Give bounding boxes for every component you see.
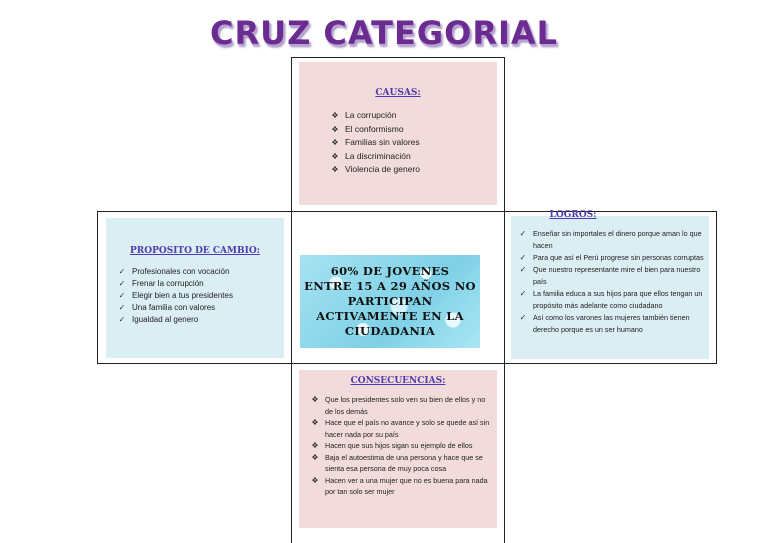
central-line: ENTRE 15 A 29 AÑOS NO	[304, 279, 476, 293]
list-item	[517, 252, 705, 264]
causas-item-text: El conformismo	[345, 123, 404, 134]
proposito-item-text: Frenar la corrupción	[132, 279, 204, 288]
logros-item-text: Enseñar sin importales el dinero porque aman lo que hacen	[533, 229, 702, 250]
consecuencias-item-text: Baja el autoestima de una persona y hace que se sienta esa persona de muy poca cosa	[325, 452, 483, 473]
proposito-item-text: Elegir bien a tus presidentes	[132, 291, 233, 300]
consecuencias-title: CONSECUENCIAS:	[350, 376, 446, 386]
causas-item-text: La corrupción	[345, 110, 397, 120]
page-title: CRUZ CATEGORIAL	[209, 14, 559, 52]
check-bullet-icon: ✓	[118, 315, 126, 324]
consecuencias-item-text: Hacen ver a una mujer que no es buena para nada por tan solo ser mujer	[325, 475, 488, 496]
list-item	[116, 266, 284, 278]
list-item	[116, 302, 284, 314]
logros-item-text: Así como los varones las mujeres también tienen derecho porque es un ser humano	[533, 313, 690, 334]
consecuencias-panel	[299, 370, 497, 528]
check-bullet-icon: ✓	[118, 303, 126, 312]
list-item	[309, 475, 491, 498]
diamond-bullet-icon: ❖	[311, 395, 319, 404]
diamond-bullet-icon: ❖	[311, 452, 319, 462]
list-item	[309, 452, 491, 475]
list-item	[329, 123, 497, 137]
diamond-bullet-icon: ❖	[331, 124, 339, 134]
check-bullet-icon: ✓	[118, 267, 126, 276]
consecuencias-item-text: Hace que el país no avance y solo se quede así sin hacer nada por su país	[325, 418, 490, 439]
consecuencias-item-text: Que los presidentes solo ven su bien de ellos y no de los demás	[325, 395, 486, 416]
proposito-list	[116, 266, 284, 326]
check-bullet-icon: ✓	[118, 279, 126, 288]
causas-panel	[299, 62, 497, 205]
list-item	[309, 394, 491, 417]
consecuencias-list	[309, 394, 491, 498]
list-item	[329, 150, 497, 164]
check-bullet-icon: ✓	[519, 313, 527, 322]
check-bullet-icon: ✓	[118, 291, 126, 300]
list-item	[329, 163, 497, 177]
central-line: PARTICIPAN	[347, 294, 433, 308]
list-item	[329, 136, 497, 150]
list-item	[517, 288, 705, 312]
central-problem-text	[304, 264, 476, 339]
central-line: ACTIVAMENTE EN LA	[316, 309, 464, 323]
logros-panel	[511, 210, 709, 359]
diamond-bullet-icon: ❖	[311, 418, 319, 427]
diamond-bullet-icon: ❖	[311, 441, 319, 450]
diamond-bullet-icon: ❖	[331, 165, 339, 174]
proposito-item-text: Igualdad al genero	[132, 315, 199, 324]
check-bullet-icon: ✓	[519, 289, 527, 298]
proposito-panel	[106, 218, 284, 358]
logros-item-text: Que nuestro representante mire el bien para nuestro país	[533, 265, 701, 286]
diamond-bullet-icon: ❖	[331, 111, 339, 120]
diamond-bullet-icon: ❖	[311, 475, 319, 485]
central-line: CIUDADANIA	[344, 324, 436, 338]
causas-title: CAUSAS:	[375, 88, 421, 98]
list-item	[309, 417, 491, 440]
list-item	[309, 440, 491, 452]
causas-list	[329, 109, 497, 177]
proposito-title: PROPOSITO DE CAMBIO:	[130, 246, 260, 256]
list-item	[116, 278, 284, 290]
diamond-bullet-icon: ❖	[331, 151, 339, 161]
check-bullet-icon: ✓	[519, 265, 527, 274]
central-line: 60% DE JOVENES	[330, 264, 450, 278]
central-problem-box	[300, 255, 480, 348]
logros-list	[517, 228, 705, 336]
diamond-bullet-icon: ❖	[331, 138, 339, 147]
proposito-item-text: Profesionales con vocación	[132, 267, 230, 276]
causas-item-text: Familias sin valores	[345, 137, 420, 147]
check-bullet-icon: ✓	[519, 229, 527, 238]
causas-item-text: La discriminación	[345, 150, 411, 161]
logros-title: LOGROS:	[549, 210, 597, 220]
list-item	[116, 314, 284, 326]
logros-item-text: La familia educa a sus hijos para que ellos tengan un propósito más adelante como ciudadano	[533, 289, 703, 310]
proposito-item-text: Una familia con valores	[132, 303, 216, 312]
check-bullet-icon: ✓	[519, 253, 527, 262]
logros-item-text: Para que así el Perú progrese sin personas corruptas	[533, 253, 704, 262]
list-item	[329, 109, 497, 123]
causas-item-text: Violencia de genero	[345, 164, 420, 174]
consecuencias-item-text: Hacen que sus hijos sigan su ejemplo de ellos	[325, 441, 473, 450]
list-item	[517, 312, 705, 336]
list-item	[517, 264, 705, 288]
list-item	[116, 290, 284, 302]
list-item	[517, 228, 705, 252]
